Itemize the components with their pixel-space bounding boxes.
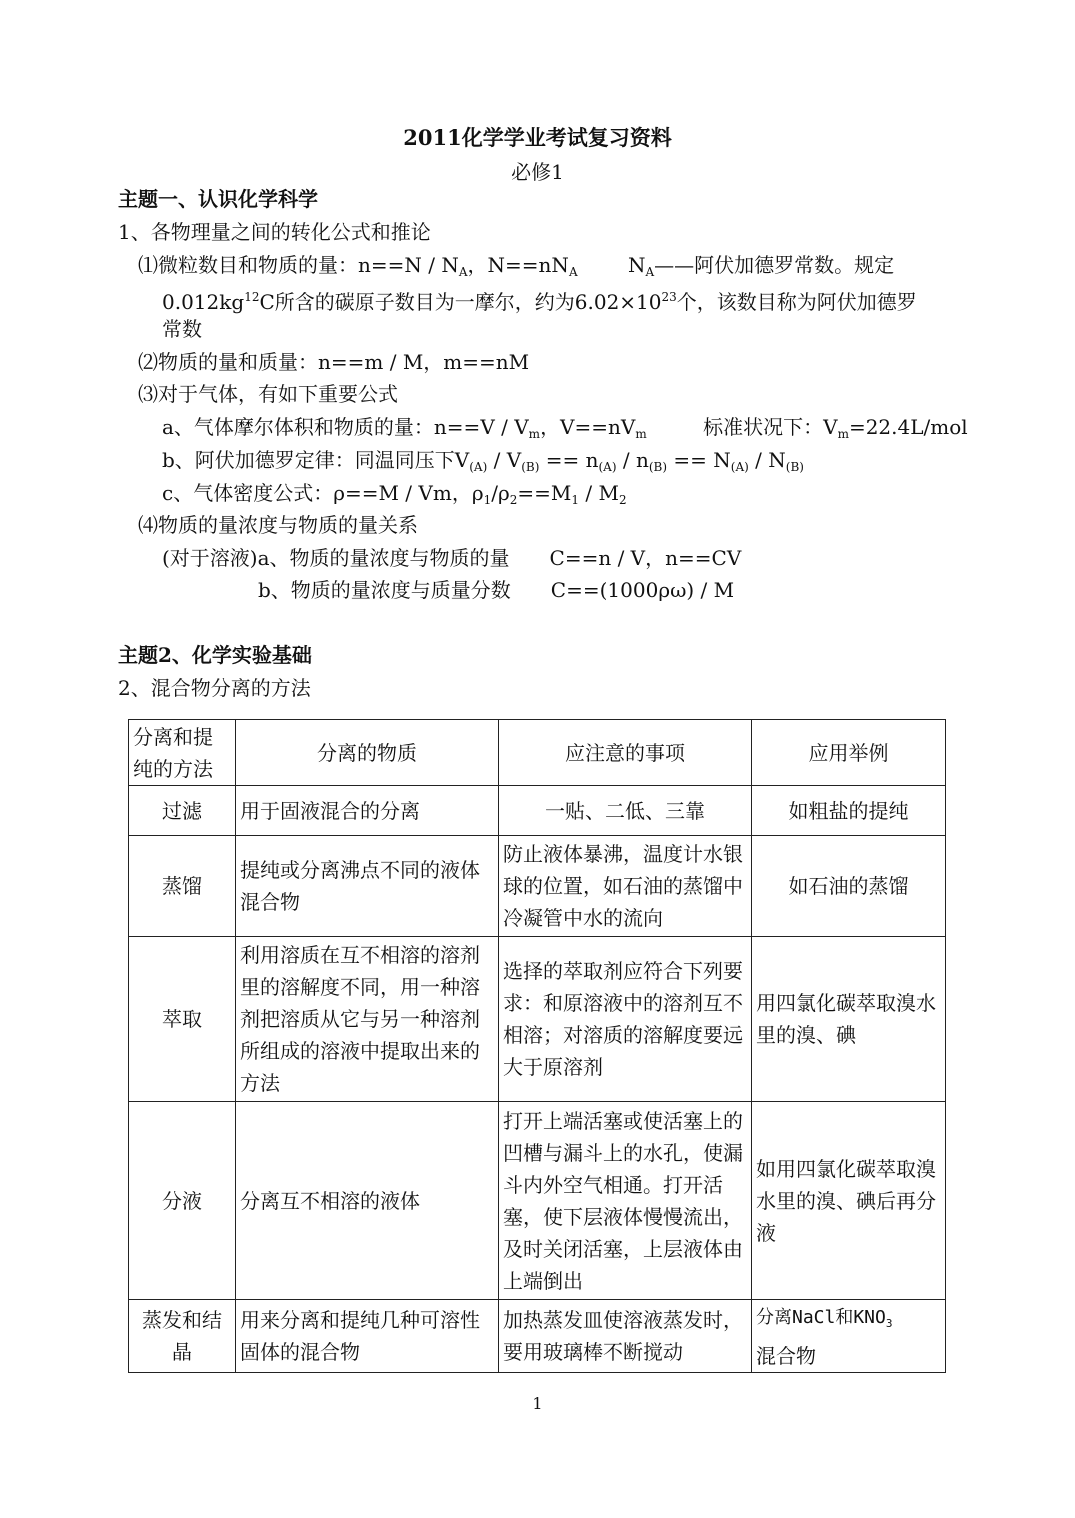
formula-line-11: b、物质的量浓度与质量分数 C==(1000ρω) / M <box>258 578 735 602</box>
formula-line-10: (对于溶液)a、物质的量浓度与物质的量 C==n / V，n==CV <box>162 546 742 570</box>
table-header-cell: 分离和提纯的方法 <box>129 720 236 786</box>
table-cell: 加热蒸发皿使溶液蒸发时，要用玻璃棒不断搅动 <box>499 1300 752 1373</box>
formula-line-5: ⑶对于气体，有如下重要公式 <box>138 382 398 406</box>
table-cell: 用四氯化碳萃取溴水里的溴、碘 <box>752 937 946 1102</box>
table-cell: 过滤 <box>129 786 236 836</box>
section-1-heading: 1、各物理量之间的转化公式和推论 <box>118 220 431 244</box>
page-number: 1 <box>532 1394 543 1413</box>
table-header-row <box>129 720 946 786</box>
table-header-cell: 应用举例 <box>752 720 946 786</box>
table-cell: 蒸馏 <box>129 836 236 937</box>
table-cell: 防止液体暴沸，温度计水银球的位置，如石油的蒸馏中冷凝管中水的流向 <box>499 836 752 937</box>
table-cell: 分离互不相溶的液体 <box>236 1102 499 1300</box>
table-cell: 提纯或分离沸点不同的液体混合物 <box>236 836 499 937</box>
section-2-heading: 2、混合物分离的方法 <box>118 676 311 700</box>
table-cell: 选择的萃取剂应符合下列要求：和原溶液中的溶剂互不相溶；对溶质的溶解度要远大于原溶剂 <box>499 937 752 1102</box>
table-header-cell: 分离的物质 <box>236 720 499 786</box>
formula-line-1: ⑴微粒数目和物质的量：$n==N / N_A$，$N==nN_A$ $N_A——$阿伏加德罗常数。规定 <box>138 253 895 279</box>
separation-methods-table <box>128 719 946 1373</box>
table-cell: 一贴、二低、三靠 <box>499 786 752 836</box>
formula-line-9: ⑷物质的量浓度与物质的量关系 <box>138 513 418 537</box>
table-cell: 打开上端活塞或使活塞上的凹槽与漏斗上的水孔，使漏斗内外空气相通。打开活塞，使下层液体慢慢流出，及时关闭活塞，上层液体由上端倒出 <box>499 1102 752 1300</box>
formula-line-4: ⑵物质的量和质量：n==m / M，m==nM <box>138 350 530 374</box>
table-cell: 用来分离和提纯几种可溶性固体的混合物 <box>236 1300 499 1373</box>
formula-line-3: 常数 <box>162 317 202 341</box>
document-subtitle: 必修1 <box>511 160 564 184</box>
table-row <box>129 786 946 836</box>
table-row <box>129 836 946 937</box>
formula-line-2: $0.012kg^{12}C$所含的碳原子数目为一摩尔，约为$6.02\times 10^{23}$个，该数目称为阿伏加德罗 <box>162 290 917 314</box>
formula-line-7: b、阿伏加德罗定律：同温同压下$V_{(A)} / V_{(B)} == n_{(A)} / n_{(B)} == N_{(A)} / N_{(B)}$ <box>162 448 804 474</box>
table-cell: 如用四氯化碳萃取溴水里的溴、碘后再分液 <box>752 1102 946 1300</box>
topic-2-heading: 主题2、化学实验基础 <box>118 643 312 667</box>
table-header-cell: 应注意的事项 <box>499 720 752 786</box>
table-row <box>129 1300 946 1373</box>
table-cell: 萃取 <box>129 937 236 1102</box>
table-row <box>129 1102 946 1300</box>
table-cell-kno3: 分离NaCl和$KNO_3$ 混合物 <box>752 1300 946 1373</box>
formula-line-6: a、气体摩尔体积和物质的量：$n==V / V_m$，$V==nV_m$ 标准状况下：$V_m=22.4L$/mol <box>162 415 968 441</box>
document-title: 2011化学学业考试复习资料 <box>403 125 672 150</box>
table-row <box>129 937 946 1102</box>
table-cell: 用于固液混合的分离 <box>236 786 499 836</box>
table-cell: 蒸发和结晶 <box>129 1300 236 1373</box>
table-cell: 如粗盐的提纯 <box>752 786 946 836</box>
topic-1-heading: 主题一、认识化学科学 <box>118 187 318 211</box>
table-cell: 分液 <box>129 1102 236 1300</box>
table-cell: 如石油的蒸馏 <box>752 836 946 937</box>
table-cell: 利用溶质在互不相溶的溶剂里的溶解度不同，用一种溶剂把溶质从它与另一种溶剂所组成的溶液中提取出来的方法 <box>236 937 499 1102</box>
formula-line-8: c、气体密度公式：ρ==M / Vm，$\rho_1/\rho_2==M_1 / M_2$ <box>162 481 627 507</box>
